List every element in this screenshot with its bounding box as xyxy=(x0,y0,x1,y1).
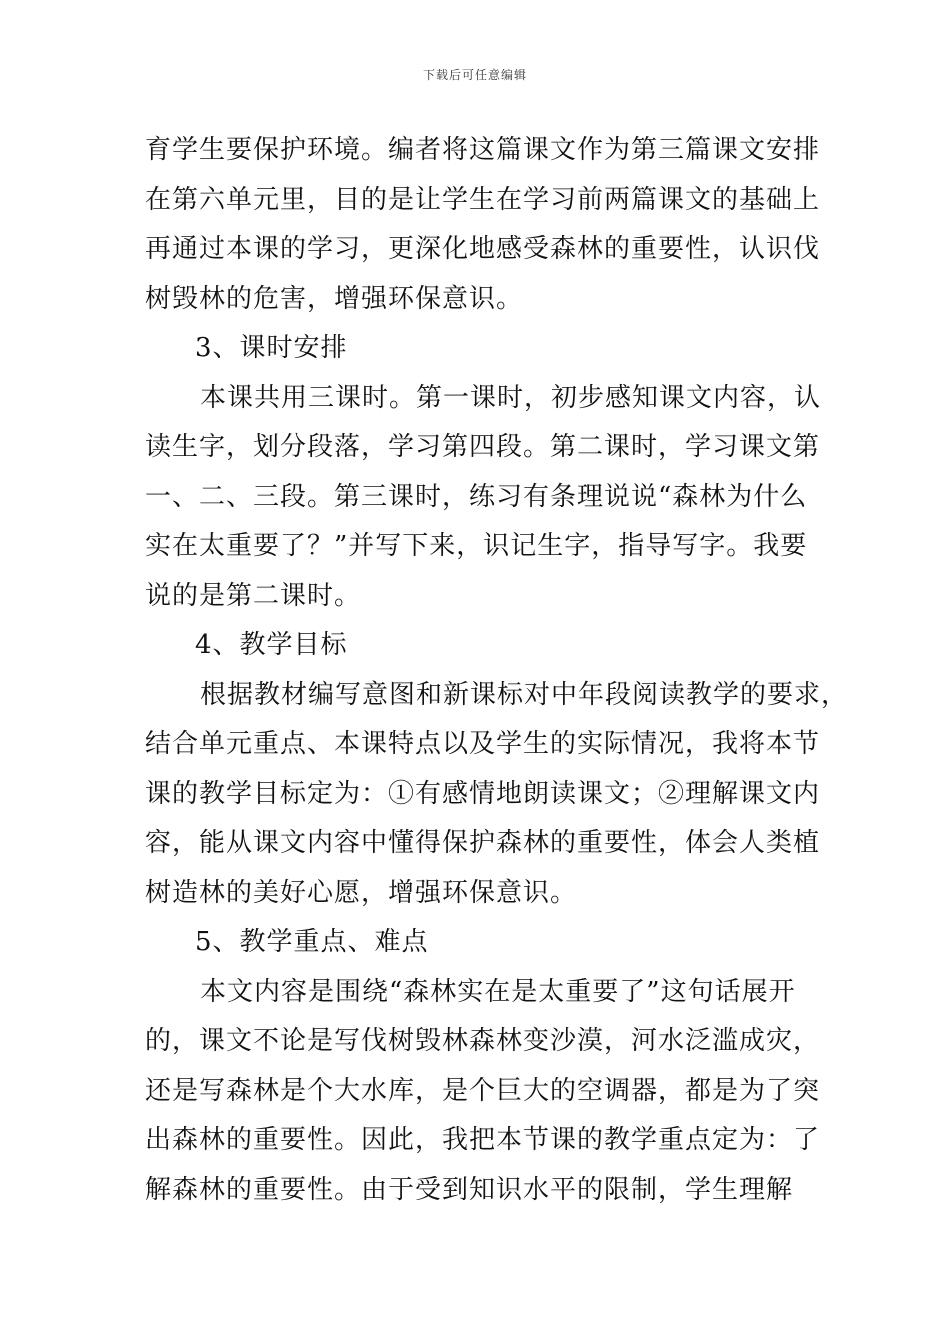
text-line: 还是写森林是个大水库，是个巨大的空调器，都是为了突 xyxy=(145,1075,821,1106)
text-line: 本文内容是围绕“森林实在是太重要了”这句话展开 xyxy=(200,976,796,1007)
body-text xyxy=(145,126,849,1215)
text-line: 结合单元重点、本课特点以及学生的实际情况，我将本节 xyxy=(145,729,821,759)
text-line: 容，能从课文内容中懂得保护森林的重要性，体会人类植 xyxy=(145,828,821,858)
text-line: 说的是第二课时。 xyxy=(145,580,362,611)
text-line: 本课共用三课时。第一课时，初步感知课文内容，认 xyxy=(200,382,822,413)
text-line: 读生字，划分段落，学习第四段。第二课时，学习课文第 xyxy=(145,432,821,462)
text-line: 树毁林的危害，增强环保意识。 xyxy=(145,283,524,314)
text-line: 根据教材编写意图和新课标对中年段阅读教学的要求， xyxy=(200,679,849,710)
text-line: 树造林的美好心愿，增强环保意识。 xyxy=(145,877,578,908)
text-line: 实在太重要了？”并写下来，识记生字，指导写字。我要 xyxy=(145,531,808,561)
text-line: 解森林的重要性。由于受到知识水平的限制，学生理解 xyxy=(145,1174,794,1205)
section-heading-3: 3、课时安排 xyxy=(195,333,348,363)
text-line: 出森林的重要性。因此，我把本节课的教学重点定为：了 xyxy=(145,1125,821,1155)
section-heading-4: 4、教学目标 xyxy=(195,630,348,660)
header-note: 下载后可任意编辑 xyxy=(422,68,527,82)
text-line: 再通过本课的学习，更深化地感受森林的重要性，认识伐 xyxy=(145,234,821,264)
text-line: 的，课文不论是写伐树毁林森林变沙漠，河水泛滥成灾， xyxy=(145,1026,821,1056)
text-line: 在第六单元里，目的是让学生在学习前两篇课文的基础上 xyxy=(145,184,821,215)
section-heading-5: 5、教学重点、难点 xyxy=(195,927,429,957)
text-line: 课的教学目标定为：①有感情地朗读课文；②理解课文内 xyxy=(145,778,821,809)
text-line: 一、二、三段。第三课时，练习有条理说说“森林为什么 xyxy=(145,481,808,512)
text-line: 育学生要保护环境。编者将这篇课文作为第三篇课文安排 xyxy=(145,135,821,165)
